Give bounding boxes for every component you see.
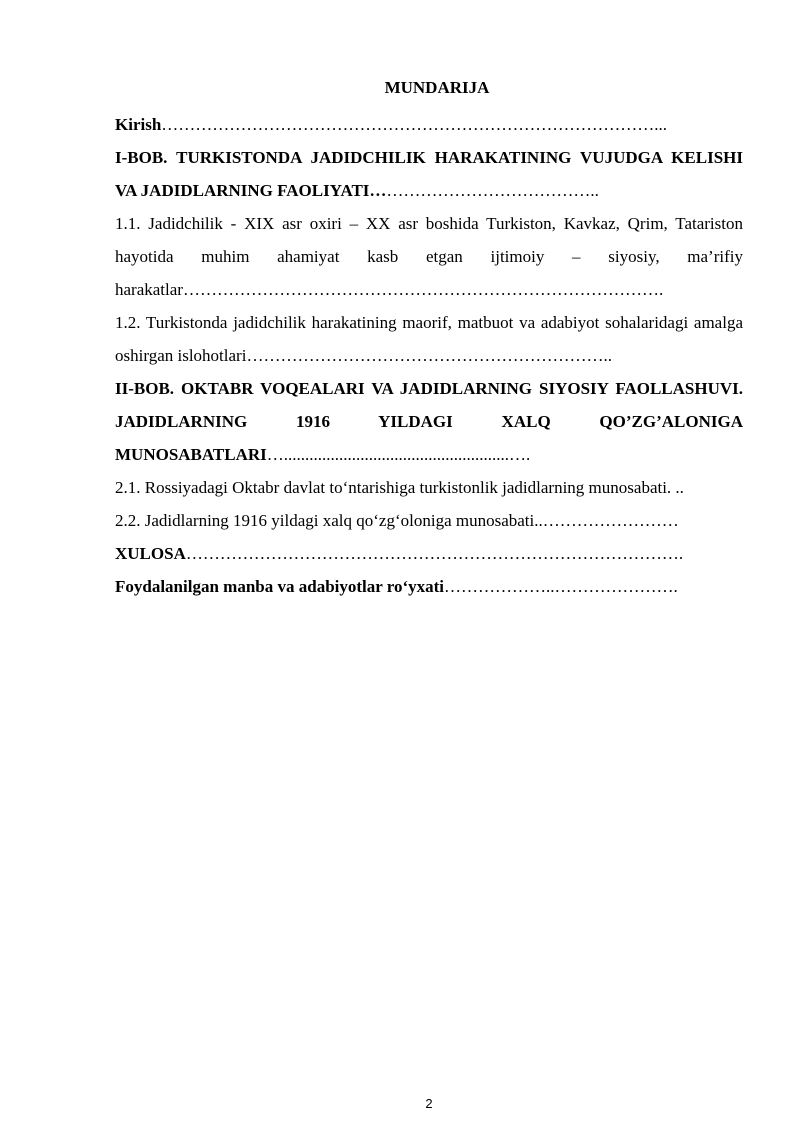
toc-entry-label: I-BOB. TURKISTONDA JADIDCHILIK HARAKATINING VUJUDGA KELISHI VA JADIDLARNING FAOLIYATI — [115, 148, 743, 200]
table-of-contents — [115, 108, 743, 603]
toc-entry-conclusion[interactable] — [115, 537, 743, 570]
toc-leader-dots: ……………………………….. — [386, 181, 599, 200]
toc-leader-dots: ……………………………………………………….. — [246, 346, 612, 365]
toc-entry-section-1-2[interactable] — [115, 306, 743, 372]
toc-entry-introduction[interactable] — [115, 108, 743, 141]
toc-entry-label: 1.1. Jadidchilik - XIX asr oxiri – XX asr boshida Turkiston, Kavkaz, Qrim, Tatariston hayotida muhim ahamiyat kasb etgan ijtimoiy – siyosiy, ma’rifiy harakatlar — [115, 214, 743, 299]
page-number: 2 — [425, 1096, 433, 1111]
toc-entry-section-2-1[interactable] — [115, 471, 743, 504]
toc-entry-section-2-2[interactable] — [115, 504, 743, 537]
toc-entry-label: 2.2. Jadidlarning 1916 yildagi xalq qo‘zg‘oloniga munosabati.. — [115, 511, 543, 530]
toc-entry-label: Kirish — [115, 115, 162, 134]
toc-entry-label: 2.1. Rossiyadagi Oktabr davlat to‘ntarishiga turkistonlik jadidlarning munosabati. .. — [115, 478, 684, 497]
toc-entry-label: Foydalanilgan manba va adabiyotlar ro‘yxati — [115, 577, 445, 596]
toc-leader-dots: ……………………………………………………………………………... — [161, 115, 668, 134]
toc-entry-label: XULOSA — [115, 544, 186, 563]
toc-leader-dots: …………………………………………………………………………. — [182, 280, 664, 299]
toc-entry-bibliography[interactable] — [115, 570, 743, 603]
toc-leader-dots-bold: … — [369, 181, 387, 200]
toc-leader-dots: ……………………………………………………………………………. — [185, 544, 684, 563]
toc-entry-chapter-1[interactable] — [115, 141, 743, 207]
toc-entry-label: II-BOB. OKTABR VOQEALARI VA JADIDLARNING SIYOSIY FAOLLASHUVI. JADIDLARNING 1916 YILDAGI XALQ QO’ZG’ALONIGA MUNOSABATLARI — [115, 379, 743, 464]
toc-leader-dots: ………………..…………………. — [444, 577, 678, 596]
toc-leader-dots: …………………… — [542, 511, 679, 530]
toc-entry-label: 1.2. Turkistonda jadidchilik harakatining maorif, matbuot va adabiyot sohalaridagi amalga oshirgan islohotlari — [115, 313, 743, 365]
toc-entry-section-1-1[interactable] — [115, 207, 743, 306]
toc-leader-dots: ….....................................................…. — [266, 445, 531, 464]
toc-entry-chapter-2[interactable] — [115, 372, 743, 471]
page-title: MUNDARIJA — [384, 78, 490, 97]
